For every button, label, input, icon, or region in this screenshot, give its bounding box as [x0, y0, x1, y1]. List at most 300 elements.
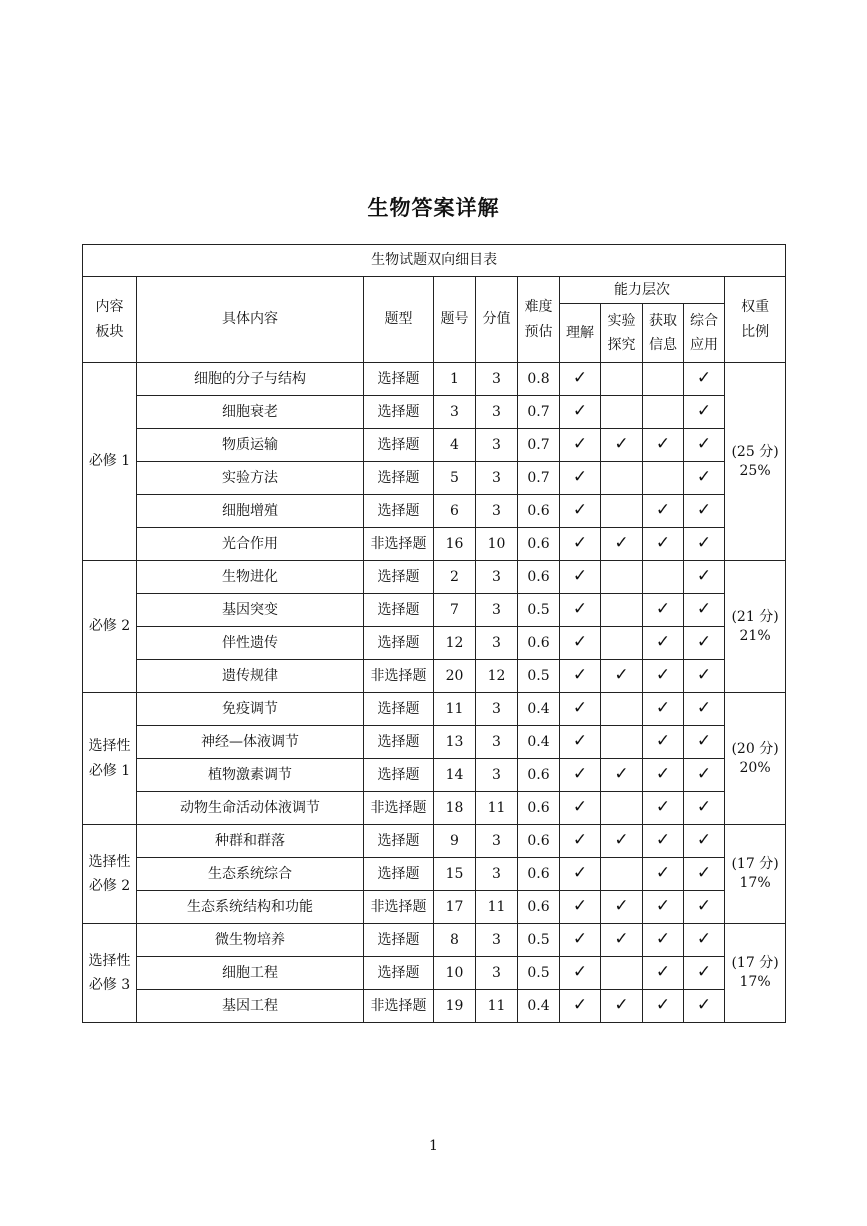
ability-cell [684, 924, 725, 957]
module-cell: 选择性必修 2 [83, 825, 137, 924]
ability-cell [560, 825, 601, 858]
ability-cell [601, 825, 643, 858]
table-row [83, 627, 786, 660]
check-icon: ✓ [696, 862, 712, 883]
number-cell: 9 [434, 825, 476, 858]
check-icon: ✓ [614, 994, 629, 1015]
number-cell: 18 [434, 792, 476, 825]
ability-cell [684, 561, 725, 594]
ability-cell [643, 858, 684, 891]
ability-cell [601, 594, 643, 627]
difficulty-cell: 0.6 [518, 891, 560, 924]
header-ability: 能力层次 [560, 277, 725, 304]
check-icon: ✓ [614, 763, 629, 784]
ability-cell [601, 462, 643, 495]
ability-cell [684, 528, 725, 561]
check-icon: ✓ [614, 928, 629, 949]
check-icon: ✓ [655, 499, 671, 520]
ability-cell [560, 990, 601, 1023]
score-cell: 3 [476, 627, 518, 660]
check-icon: ✓ [572, 664, 588, 685]
difficulty-cell: 0.5 [518, 957, 560, 990]
ability-cell [643, 594, 684, 627]
check-icon: ✓ [614, 829, 629, 850]
ability-cell [560, 627, 601, 660]
weight-cell [725, 693, 786, 825]
number-cell: 13 [434, 726, 476, 759]
ability-cell [684, 726, 725, 759]
type-cell: 非选择题 [364, 660, 434, 693]
table-row [83, 957, 786, 990]
weight-percent: 17% [739, 875, 771, 891]
ability-cell [684, 660, 725, 693]
header-weight: 权重比例 [725, 277, 786, 363]
check-icon: ✓ [572, 928, 588, 949]
difficulty-cell: 0.6 [518, 825, 560, 858]
ability-cell [684, 396, 725, 429]
score-cell: 3 [476, 858, 518, 891]
score-cell: 3 [476, 363, 518, 396]
number-cell: 11 [434, 693, 476, 726]
content-cell: 基因工程 [137, 990, 364, 1023]
content-cell: 生物进化 [137, 561, 364, 594]
number-cell: 15 [434, 858, 476, 891]
type-cell: 选择题 [364, 759, 434, 792]
type-cell: 选择题 [364, 627, 434, 660]
content-cell: 遗传规律 [137, 660, 364, 693]
check-icon: ✓ [696, 532, 712, 553]
header-score: 分值 [476, 277, 518, 363]
check-icon: ✓ [696, 466, 712, 487]
ability-cell [643, 561, 684, 594]
ability-cell [560, 726, 601, 759]
ability-cell [643, 924, 684, 957]
number-cell: 8 [434, 924, 476, 957]
check-icon: ✓ [655, 598, 671, 619]
check-icon: ✓ [572, 862, 588, 883]
table-row [83, 495, 786, 528]
number-cell: 16 [434, 528, 476, 561]
ability-cell [684, 990, 725, 1023]
ability-cell [643, 396, 684, 429]
difficulty-cell: 0.7 [518, 429, 560, 462]
check-icon: ✓ [696, 598, 712, 619]
table-row [83, 363, 786, 396]
difficulty-cell: 0.4 [518, 693, 560, 726]
type-cell: 选择题 [364, 396, 434, 429]
score-cell: 3 [476, 825, 518, 858]
difficulty-cell: 0.6 [518, 495, 560, 528]
ability-cell [643, 792, 684, 825]
check-icon: ✓ [696, 730, 712, 751]
check-icon: ✓ [572, 730, 588, 751]
check-icon: ✓ [655, 631, 671, 652]
content-cell: 免疫调节 [137, 693, 364, 726]
module-cell: 必修 1 [83, 363, 137, 561]
check-icon: ✓ [696, 565, 712, 586]
table-row [83, 825, 786, 858]
weight-score: (20 分) [731, 740, 779, 757]
score-cell: 3 [476, 957, 518, 990]
header-ability-application: 综合应用 [684, 304, 725, 363]
score-cell: 3 [476, 726, 518, 759]
ability-cell [560, 858, 601, 891]
type-cell: 选择题 [364, 858, 434, 891]
check-icon: ✓ [696, 631, 712, 652]
type-cell: 选择题 [364, 825, 434, 858]
type-cell: 选择题 [364, 363, 434, 396]
ability-cell [643, 429, 684, 462]
weight-percent: 20% [739, 759, 771, 776]
check-icon: ✓ [572, 961, 588, 982]
number-cell: 1 [434, 363, 476, 396]
type-cell: 非选择题 [364, 528, 434, 561]
score-cell: 3 [476, 462, 518, 495]
check-icon: ✓ [572, 895, 588, 916]
content-cell: 动物生命活动体液调节 [137, 792, 364, 825]
content-cell: 微生物培养 [137, 924, 364, 957]
ability-cell [643, 660, 684, 693]
ability-cell [684, 627, 725, 660]
ability-cell [601, 429, 643, 462]
content-cell: 植物激素调节 [137, 759, 364, 792]
content-cell: 实验方法 [137, 462, 364, 495]
check-icon: ✓ [696, 895, 712, 916]
ability-cell [601, 891, 643, 924]
content-cell: 基因突变 [137, 594, 364, 627]
ability-cell [601, 759, 643, 792]
ability-cell [560, 693, 601, 726]
check-icon: ✓ [655, 763, 671, 784]
ability-cell [560, 363, 601, 396]
check-icon: ✓ [696, 961, 712, 982]
ability-cell [601, 396, 643, 429]
table-row [83, 990, 786, 1023]
check-icon: ✓ [696, 499, 712, 520]
check-icon: ✓ [572, 763, 588, 784]
ability-cell [560, 462, 601, 495]
ability-cell [601, 858, 643, 891]
score-cell: 3 [476, 429, 518, 462]
ability-cell [560, 792, 601, 825]
difficulty-cell: 0.4 [518, 990, 560, 1023]
difficulty-cell: 0.5 [518, 924, 560, 957]
number-cell: 17 [434, 891, 476, 924]
content-cell: 神经—体液调节 [137, 726, 364, 759]
check-icon: ✓ [696, 829, 712, 850]
check-icon: ✓ [655, 532, 671, 553]
check-icon: ✓ [572, 433, 588, 454]
ability-cell [684, 891, 725, 924]
table-row [83, 396, 786, 429]
ability-cell [601, 528, 643, 561]
ability-cell [643, 957, 684, 990]
ability-cell [684, 792, 725, 825]
score-cell: 11 [476, 990, 518, 1023]
ability-cell [560, 396, 601, 429]
table-caption: 生物试题双向细目表 [83, 245, 786, 277]
difficulty-cell: 0.5 [518, 660, 560, 693]
ability-cell [643, 693, 684, 726]
content-cell: 细胞的分子与结构 [137, 363, 364, 396]
type-cell: 选择题 [364, 429, 434, 462]
check-icon: ✓ [696, 697, 712, 718]
weight-cell [725, 363, 786, 561]
check-icon: ✓ [572, 466, 588, 487]
difficulty-cell: 0.4 [518, 726, 560, 759]
content-cell: 光合作用 [137, 528, 364, 561]
difficulty-cell: 0.6 [518, 627, 560, 660]
ability-cell [560, 561, 601, 594]
ability-cell [643, 825, 684, 858]
page-number: 1 [429, 1138, 438, 1154]
table-row [83, 594, 786, 627]
module-cell: 选择性必修 1 [83, 693, 137, 825]
weight-score: (17 分) [731, 955, 779, 972]
type-cell: 非选择题 [364, 990, 434, 1023]
ability-cell [560, 528, 601, 561]
check-icon: ✓ [572, 631, 588, 652]
ability-cell [684, 462, 725, 495]
check-icon: ✓ [614, 532, 629, 553]
check-icon: ✓ [655, 730, 671, 751]
table-row [83, 858, 786, 891]
specification-table [82, 244, 786, 1023]
difficulty-cell: 0.6 [518, 792, 560, 825]
content-cell: 伴性遗传 [137, 627, 364, 660]
number-cell: 14 [434, 759, 476, 792]
ability-cell [601, 495, 643, 528]
check-icon: ✓ [572, 367, 588, 388]
check-icon: ✓ [572, 565, 588, 586]
score-cell: 3 [476, 924, 518, 957]
content-cell: 细胞工程 [137, 957, 364, 990]
ability-cell [684, 858, 725, 891]
weight-cell [725, 561, 786, 693]
weight-percent: 25% [739, 462, 771, 479]
ability-cell [643, 363, 684, 396]
number-cell: 19 [434, 990, 476, 1023]
table-row [83, 528, 786, 561]
type-cell: 选择题 [364, 495, 434, 528]
check-icon: ✓ [655, 961, 671, 982]
ability-cell [601, 990, 643, 1023]
weight-cell [725, 825, 786, 924]
check-icon: ✓ [655, 664, 671, 685]
table-row [83, 726, 786, 759]
check-icon: ✓ [655, 796, 671, 817]
ability-cell [560, 429, 601, 462]
check-icon: ✓ [655, 829, 671, 850]
weight-score: (21 分) [731, 608, 779, 625]
header-number: 题号 [434, 277, 476, 363]
header-ability-understand: 理解 [560, 304, 601, 363]
ability-cell [684, 957, 725, 990]
header-ability-information: 获取信息 [643, 304, 684, 363]
ability-cell [643, 891, 684, 924]
ability-cell [601, 363, 643, 396]
check-icon: ✓ [572, 994, 588, 1015]
check-icon: ✓ [696, 994, 712, 1015]
table-row [83, 561, 786, 594]
table-row [83, 429, 786, 462]
check-icon: ✓ [614, 433, 629, 454]
score-cell: 11 [476, 891, 518, 924]
content-cell: 细胞衰老 [137, 396, 364, 429]
check-icon: ✓ [696, 796, 712, 817]
ability-cell [643, 759, 684, 792]
score-cell: 3 [476, 693, 518, 726]
ability-cell [560, 594, 601, 627]
type-cell: 选择题 [364, 462, 434, 495]
ability-cell [601, 726, 643, 759]
check-icon: ✓ [614, 664, 629, 685]
ability-cell [560, 924, 601, 957]
ability-cell [601, 792, 643, 825]
number-cell: 5 [434, 462, 476, 495]
score-cell: 3 [476, 495, 518, 528]
number-cell: 10 [434, 957, 476, 990]
weight-score: (25 分) [731, 443, 779, 460]
ability-cell [601, 924, 643, 957]
ability-cell [560, 891, 601, 924]
number-cell: 6 [434, 495, 476, 528]
table-row [83, 759, 786, 792]
table-row [83, 891, 786, 924]
check-icon: ✓ [696, 763, 712, 784]
number-cell: 3 [434, 396, 476, 429]
table-row [83, 462, 786, 495]
ability-cell [601, 561, 643, 594]
ability-cell [684, 693, 725, 726]
score-cell: 10 [476, 528, 518, 561]
type-cell: 选择题 [364, 726, 434, 759]
check-icon: ✓ [696, 928, 712, 949]
number-cell: 7 [434, 594, 476, 627]
type-cell: 非选择题 [364, 891, 434, 924]
content-cell: 细胞增殖 [137, 495, 364, 528]
table-row [83, 792, 786, 825]
ability-cell [684, 594, 725, 627]
ability-cell [560, 660, 601, 693]
difficulty-cell: 0.8 [518, 363, 560, 396]
page-title: 生物答案详解 [367, 196, 500, 220]
header-ability-experiment: 实验探究 [601, 304, 643, 363]
content-cell: 种群和群落 [137, 825, 364, 858]
module-cell: 必修 2 [83, 561, 137, 693]
ability-cell [643, 528, 684, 561]
check-icon: ✓ [572, 697, 588, 718]
number-cell: 12 [434, 627, 476, 660]
number-cell: 4 [434, 429, 476, 462]
check-icon: ✓ [572, 532, 588, 553]
check-icon: ✓ [572, 499, 588, 520]
difficulty-cell: 0.5 [518, 594, 560, 627]
ability-cell [684, 759, 725, 792]
check-icon: ✓ [655, 994, 671, 1015]
check-icon: ✓ [696, 664, 712, 685]
table-row [83, 693, 786, 726]
number-cell: 20 [434, 660, 476, 693]
check-icon: ✓ [572, 796, 588, 817]
check-icon: ✓ [696, 400, 712, 421]
difficulty-cell: 0.6 [518, 759, 560, 792]
ability-cell [643, 462, 684, 495]
content-cell: 生态系统结构和功能 [137, 891, 364, 924]
header-content: 具体内容 [137, 277, 364, 363]
weight-score: (17 分) [731, 856, 779, 873]
number-cell: 2 [434, 561, 476, 594]
ability-cell [684, 495, 725, 528]
check-icon: ✓ [572, 400, 588, 421]
check-icon: ✓ [655, 862, 671, 883]
check-icon: ✓ [572, 598, 588, 619]
type-cell: 选择题 [364, 924, 434, 957]
score-cell: 12 [476, 660, 518, 693]
score-cell: 3 [476, 561, 518, 594]
weight-percent: 21% [739, 627, 771, 644]
ability-cell [560, 957, 601, 990]
weight-percent: 17% [739, 974, 771, 990]
difficulty-cell: 0.6 [518, 528, 560, 561]
score-cell: 3 [476, 396, 518, 429]
check-icon: ✓ [696, 367, 712, 388]
type-cell: 选择题 [364, 693, 434, 726]
score-cell: 3 [476, 759, 518, 792]
ability-cell [643, 627, 684, 660]
ability-cell [560, 759, 601, 792]
ability-cell [601, 693, 643, 726]
type-cell: 非选择题 [364, 792, 434, 825]
header-difficulty: 难度预估 [518, 277, 560, 363]
header-module: 内容板块 [83, 277, 137, 363]
table-row [83, 924, 786, 957]
ability-cell [684, 825, 725, 858]
difficulty-cell: 0.7 [518, 462, 560, 495]
ability-cell [684, 363, 725, 396]
score-cell: 3 [476, 594, 518, 627]
ability-cell [643, 495, 684, 528]
header-type: 题型 [364, 277, 434, 363]
ability-cell [601, 627, 643, 660]
ability-cell [643, 726, 684, 759]
ability-cell [601, 957, 643, 990]
check-icon: ✓ [572, 829, 588, 850]
difficulty-cell: 0.7 [518, 396, 560, 429]
check-icon: ✓ [696, 433, 712, 454]
weight-cell [725, 924, 786, 1023]
content-cell: 物质运输 [137, 429, 364, 462]
difficulty-cell: 0.6 [518, 561, 560, 594]
ability-cell [643, 990, 684, 1023]
check-icon: ✓ [655, 928, 671, 949]
check-icon: ✓ [655, 433, 671, 454]
score-cell: 11 [476, 792, 518, 825]
difficulty-cell: 0.6 [518, 858, 560, 891]
table-body [83, 363, 786, 1023]
content-cell: 生态系统综合 [137, 858, 364, 891]
type-cell: 选择题 [364, 594, 434, 627]
check-icon: ✓ [614, 895, 629, 916]
table-row [83, 660, 786, 693]
ability-cell [601, 660, 643, 693]
ability-cell [560, 495, 601, 528]
module-cell: 选择性必修 3 [83, 924, 137, 1023]
type-cell: 选择题 [364, 957, 434, 990]
type-cell: 选择题 [364, 561, 434, 594]
ability-cell [684, 429, 725, 462]
check-icon: ✓ [655, 895, 671, 916]
